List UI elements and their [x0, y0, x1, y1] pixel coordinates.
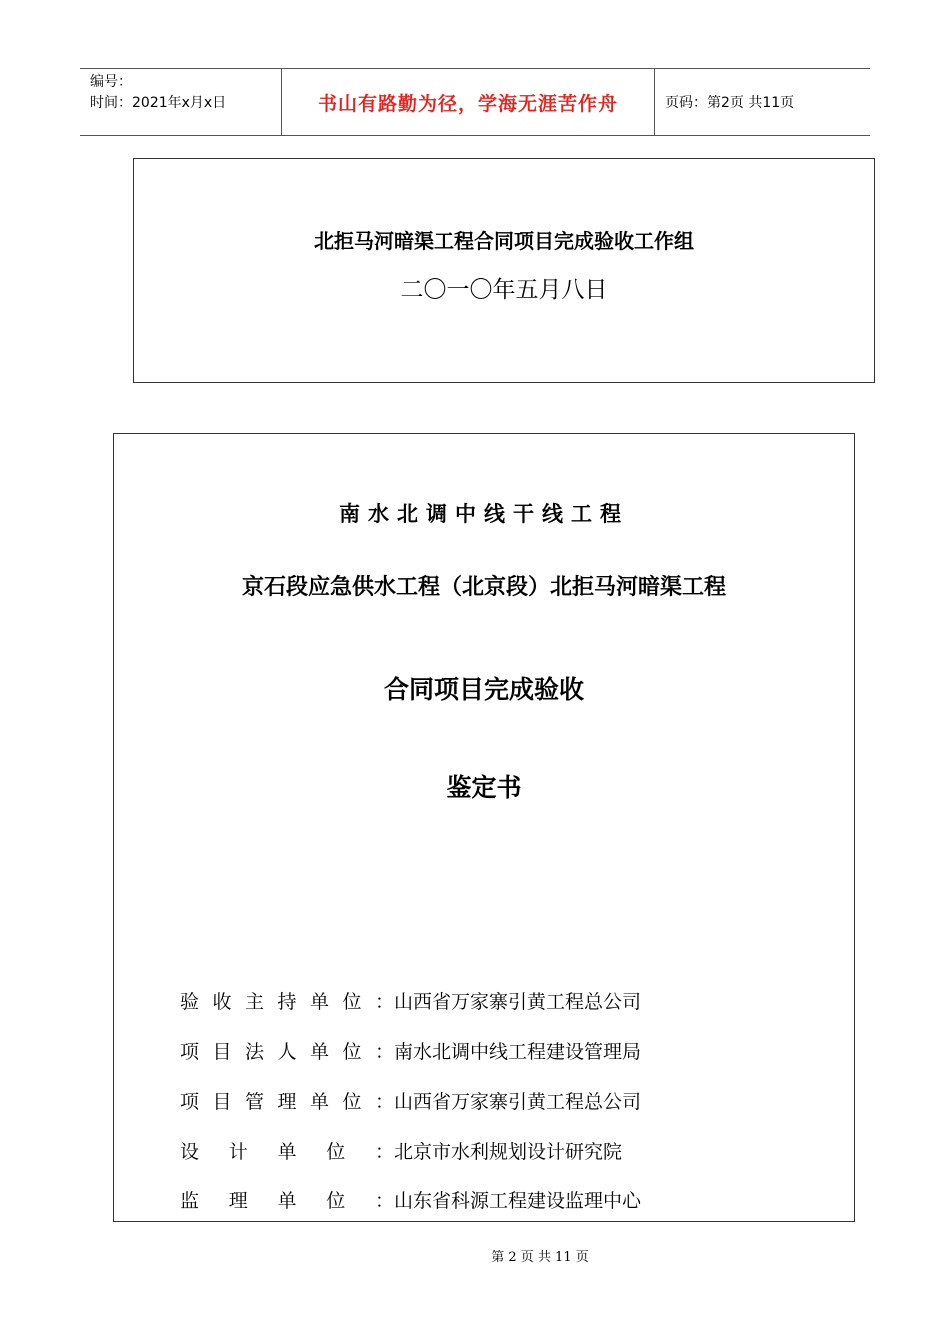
motto-text: 书山有路勤为径，学海无涯苦作舟 — [317, 92, 618, 115]
page-header — [80, 68, 870, 136]
cover-box — [113, 433, 855, 1222]
info-value: 山西省万家寨引黄工程总公司 — [394, 991, 642, 1013]
header-page-cell — [655, 69, 870, 135]
project-subtitle: 京石段应急供水工程（北京段）北拒马河暗渠工程 — [241, 575, 726, 600]
info-label: 监理单位： — [180, 1190, 394, 1212]
info-label: 项目法人单位： — [180, 1041, 394, 1063]
info-row-design-unit — [180, 1137, 622, 1164]
info-value: 南水北调中线工程建设管理局 — [394, 1041, 642, 1063]
info-value: 北京市水利规划设计研究院 — [394, 1141, 623, 1163]
info-value: 山西省万家寨引黄工程总公司 — [394, 1091, 642, 1113]
page-footer: 第 2 页 共 11 页 — [491, 1250, 589, 1265]
info-label: 项目管理单位： — [180, 1091, 394, 1113]
info-row-supervision-unit — [180, 1186, 641, 1213]
document-date: 二〇一〇年五月八日 — [400, 277, 608, 303]
header-motto-cell — [282, 69, 655, 135]
header-meta-cell — [80, 69, 282, 135]
document-type-title: 鉴定书 — [446, 773, 522, 802]
info-value: 山东省科源工程建设监理中心 — [394, 1190, 642, 1212]
number-label: 编号： — [90, 74, 132, 90]
info-row-management-unit — [180, 1087, 641, 1114]
time-label: 时间：2021年x月x日 — [90, 95, 227, 111]
signature-box — [133, 158, 875, 383]
info-label: 验收主持单位： — [180, 991, 394, 1013]
acceptance-title: 合同项目完成验收 — [383, 675, 584, 704]
info-label: 设计单位： — [180, 1141, 394, 1163]
info-row-host-unit — [180, 987, 641, 1014]
page-label: 页码：第2页 共11页 — [665, 95, 795, 111]
organization-name: 北拒马河暗渠工程合同项目完成验收工作组 — [314, 229, 694, 253]
project-title: 南水北调中线干线工程 — [339, 502, 629, 526]
info-row-legal-unit — [180, 1037, 641, 1064]
